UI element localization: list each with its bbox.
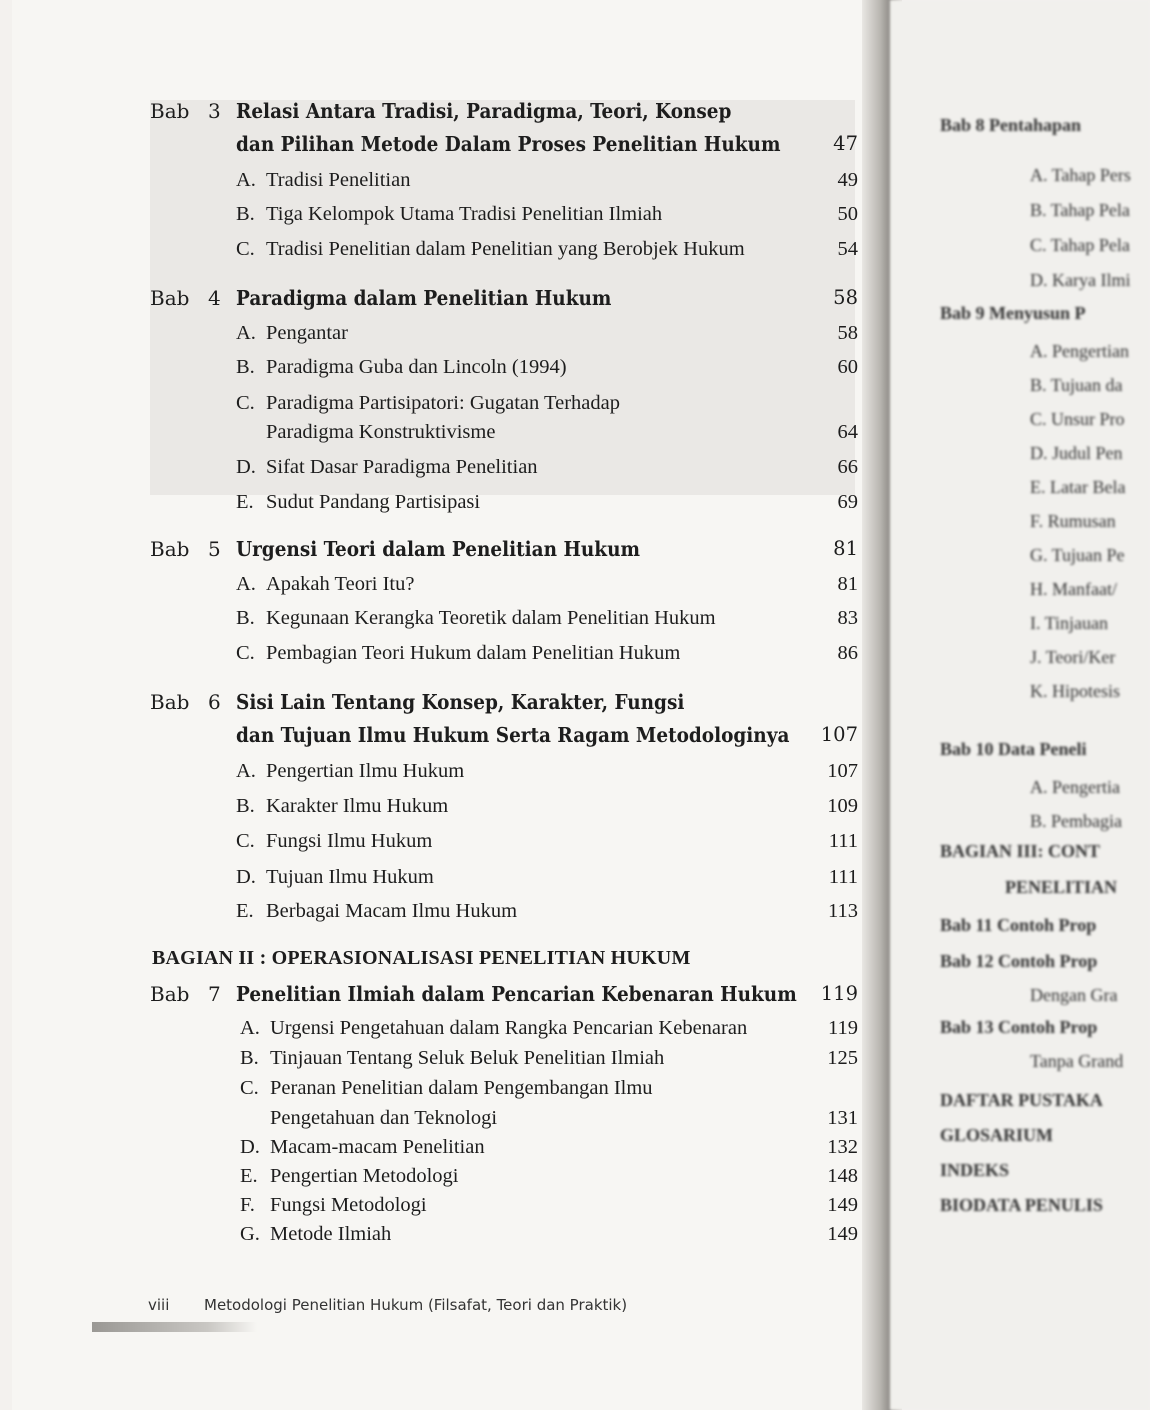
chapter-title: Relasi Antara Tradisi, Paradigma, Teori, Konsep (236, 99, 732, 123)
right-page-line: E. Latar Bela (1030, 477, 1126, 497)
right-page-line: D. Karya Ilmi (1030, 270, 1131, 290)
right-page-line: GLOSARIUM (940, 1125, 1054, 1145)
toc-entry (0, 1011, 858, 1045)
page-number: 107 (820, 723, 858, 746)
right-page-line: A. Tahap Pers (1030, 165, 1131, 185)
page-number: 81 (837, 573, 858, 595)
page-number: 83 (837, 607, 858, 629)
chapter-number: 5 (208, 537, 221, 561)
toc-entry (0, 636, 858, 670)
toc-entry (0, 485, 858, 519)
page-number: 86 (837, 642, 858, 664)
section-letter: F. (240, 1194, 255, 1216)
right-page-line: G. Tujuan Pe (1030, 545, 1125, 565)
section-letter: B. (240, 1047, 259, 1069)
section-title: Sudut Pandang Partisipasi (266, 491, 481, 513)
chapter-title: dan Tujuan Ilmu Hukum Serta Ragam Metodologinya (236, 723, 790, 747)
chapter-title: Urgensi Teori dalam Penelitian Hukum (236, 537, 641, 561)
page-number: 66 (837, 456, 858, 478)
page-number: 132 (827, 1136, 858, 1158)
toc-entry (0, 1041, 858, 1075)
right-page-line: B. Tahap Pela (1030, 200, 1130, 220)
page-number: 131 (827, 1107, 858, 1129)
page-number: 107 (827, 760, 858, 782)
chapter-label: Bab (150, 537, 190, 561)
page-number: 111 (828, 866, 858, 888)
page-number: 81 (833, 537, 858, 560)
toc-entry (0, 350, 858, 384)
section-letter: D. (240, 1136, 260, 1158)
section-letter: B. (236, 203, 255, 225)
section-letter: C. (236, 830, 255, 852)
chapter-7-line-1 (0, 977, 858, 1011)
right-page-line: BIODATA PENULIS (940, 1195, 1103, 1215)
section-letter: B. (236, 607, 255, 629)
page-number: 119 (828, 1017, 858, 1039)
toc-entry (0, 601, 858, 635)
chapter-6-line-1 (0, 685, 858, 719)
chapter-label: Bab (150, 690, 190, 714)
chapter-3-line-1 (0, 94, 858, 128)
right-page-line: I. Tinjauan (1030, 613, 1109, 633)
toc-entry (0, 197, 858, 231)
page-number: 54 (837, 238, 858, 260)
page-number: 149 (827, 1194, 858, 1216)
right-page-line: BAGIAN III: CONT (940, 841, 1101, 861)
toc-entry (0, 1217, 858, 1251)
page-number: 47 (833, 132, 858, 155)
section-letter: D. (236, 456, 256, 478)
section-title: Sifat Dasar Paradigma Penelitian (266, 456, 538, 478)
chapter-title: Penelitian Ilmiah dalam Pencarian Kebenaran Hukum (236, 982, 797, 1006)
chapter-label: Bab (150, 286, 190, 310)
section-title: Peranan Penelitian dalam Pengembangan Ilmu (270, 1077, 653, 1099)
right-page-line: J. Teori/Ker (1030, 647, 1116, 667)
toc-entry (0, 316, 858, 350)
section-title: Tujuan Ilmu Hukum (266, 866, 434, 888)
footer-page-number: viii (148, 1296, 170, 1314)
section-letter: E. (236, 900, 254, 922)
chapter-number: 4 (208, 286, 221, 310)
page-number: 58 (837, 322, 858, 344)
right-page-line: Bab 13 Contoh Prop (940, 1017, 1098, 1037)
section-title: Paradigma Partisipatori: Gugatan Terhadap (266, 392, 620, 414)
footer-book-title: Metodologi Penelitian Hukum (Filsafat, Teori dan Praktik) (204, 1296, 628, 1314)
page-number: 58 (833, 286, 858, 309)
page-number: 49 (837, 169, 858, 191)
section-letter: C. (236, 642, 255, 664)
section-title: Tiga Kelompok Utama Tradisi Penelitian Ilmiah (266, 203, 663, 225)
toc-entry (0, 232, 858, 266)
right-page-line: B. Tujuan da (1030, 375, 1123, 395)
section-title: Pengertian Metodologi (270, 1165, 459, 1187)
section-letter: A. (240, 1017, 260, 1039)
section-title: Tradisi Penelitian (266, 169, 411, 191)
toc-entry (0, 754, 858, 788)
toc-entry (0, 789, 858, 823)
right-page-line: DAFTAR PUSTAKA (940, 1090, 1103, 1110)
right-page-line: B. Pembagia (1030, 811, 1122, 831)
chapter-number: 7 (208, 982, 221, 1006)
chapter-4-line-1 (0, 281, 858, 315)
section-title: Urgensi Pengetahuan dalam Rangka Pencarian Kebenaran (270, 1017, 748, 1039)
chapter-label: Bab (150, 99, 190, 123)
chapter-title: dan Pilihan Metode Dalam Proses Penelitian Hukum (236, 132, 781, 156)
toc-entry (0, 894, 858, 928)
section-title: Paradigma Guba dan Lincoln (1994) (266, 356, 567, 378)
right-page-line: C. Unsur Pro (1030, 409, 1125, 429)
section-letter: E. (240, 1165, 258, 1187)
page-number: 109 (827, 795, 858, 817)
toc-entry (0, 567, 858, 601)
page-number: 113 (828, 900, 858, 922)
part-heading-line (0, 941, 858, 975)
right-page-line: Bab 10 Data Peneli (940, 739, 1087, 759)
section-title: Karakter Ilmu Hukum (266, 795, 449, 817)
right-page-line: Bab 11 Contoh Prop (940, 915, 1097, 935)
section-title: Kegunaan Kerangka Teoretik dalam Penelitian Hukum (266, 607, 716, 629)
page-number: 111 (828, 830, 858, 852)
section-letter: C. (236, 392, 255, 414)
chapter-label: Bab (150, 982, 190, 1006)
page-number: 50 (837, 203, 858, 225)
section-letter: A. (236, 760, 256, 782)
chapter-3-line-2 (0, 127, 858, 161)
section-letter: D. (236, 866, 256, 888)
right-page-line: A. Pengertia (1030, 777, 1120, 797)
section-title: Pengetahuan dan Teknologi (270, 1107, 498, 1129)
page-number: 69 (837, 491, 858, 513)
right-page-line: D. Judul Pen (1030, 443, 1123, 463)
part-heading: BAGIAN II : OPERASIONALISASI PENELITIAN HUKUM (152, 947, 691, 969)
toc-entry-continued (0, 415, 858, 449)
section-letter: C. (236, 238, 255, 260)
chapter-5-line-1 (0, 532, 858, 566)
toc-entry (0, 860, 858, 894)
right-page-line: PENELITIAN (1005, 877, 1118, 897)
footer-decorative-bar (92, 1322, 257, 1332)
section-letter: A. (236, 322, 256, 344)
right-page-line: A. Pengertian (1030, 341, 1129, 361)
page-number: 60 (837, 356, 858, 378)
section-letter: B. (236, 356, 255, 378)
section-title: Fungsi Metodologi (270, 1194, 427, 1216)
section-title: Paradigma Konstruktivisme (266, 421, 496, 443)
section-letter: A. (236, 169, 256, 191)
right-page-line: H. Manfaat/ (1030, 579, 1117, 599)
toc-entry (0, 824, 858, 858)
right-page (890, 0, 1150, 1410)
section-title: Berbagai Macam Ilmu Hukum (266, 900, 518, 922)
section-title: Tradisi Penelitian dalam Penelitian yang Berobjek Hukum (266, 238, 745, 260)
section-letter: A. (236, 573, 256, 595)
right-page-line: Bab 9 Menyusun P (940, 303, 1086, 323)
chapter-6-line-2 (0, 718, 858, 752)
page-number: 148 (827, 1165, 858, 1187)
section-letter: C. (240, 1077, 259, 1099)
right-page-line: C. Tahap Pela (1030, 235, 1130, 255)
page-number: 64 (837, 421, 858, 443)
right-page-line: INDEKS (940, 1160, 1010, 1180)
right-page-line: Bab 8 Pentahapan (940, 115, 1082, 135)
section-title: Apakah Teori Itu? (266, 573, 415, 595)
page-number: 125 (827, 1047, 858, 1069)
right-page-line: Dengan Gra (1030, 985, 1118, 1005)
right-page-line: Bab 12 Contoh Prop (940, 951, 1098, 971)
section-title: Pengertian Ilmu Hukum (266, 760, 465, 782)
right-page-line: K. Hipotesis (1030, 681, 1120, 701)
toc-entry (0, 1071, 858, 1105)
section-letter: B. (236, 795, 255, 817)
section-letter: E. (236, 491, 254, 513)
section-title: Pengantar (266, 322, 348, 344)
section-title: Fungsi Ilmu Hukum (266, 830, 433, 852)
chapter-number: 3 (208, 99, 221, 123)
section-title: Metode Ilmiah (270, 1223, 392, 1245)
section-title: Pembagian Teori Hukum dalam Penelitian Hukum (266, 642, 681, 664)
page-number: 149 (827, 1223, 858, 1245)
section-title: Tinjauan Tentang Seluk Beluk Penelitian Ilmiah (270, 1047, 665, 1069)
chapter-title: Sisi Lain Tentang Konsep, Karakter, Fungsi (236, 690, 685, 714)
right-page-line: Tanpa Grand (1030, 1051, 1124, 1071)
section-title: Macam-macam Penelitian (270, 1136, 485, 1158)
chapter-number: 6 (208, 690, 221, 714)
page-number: 119 (820, 982, 858, 1005)
toc-entry (0, 450, 858, 484)
right-page-line: F. Rumusan (1030, 511, 1116, 531)
section-letter: G. (240, 1223, 260, 1245)
chapter-title: Paradigma dalam Penelitian Hukum (236, 286, 612, 310)
toc-entry (0, 163, 858, 197)
